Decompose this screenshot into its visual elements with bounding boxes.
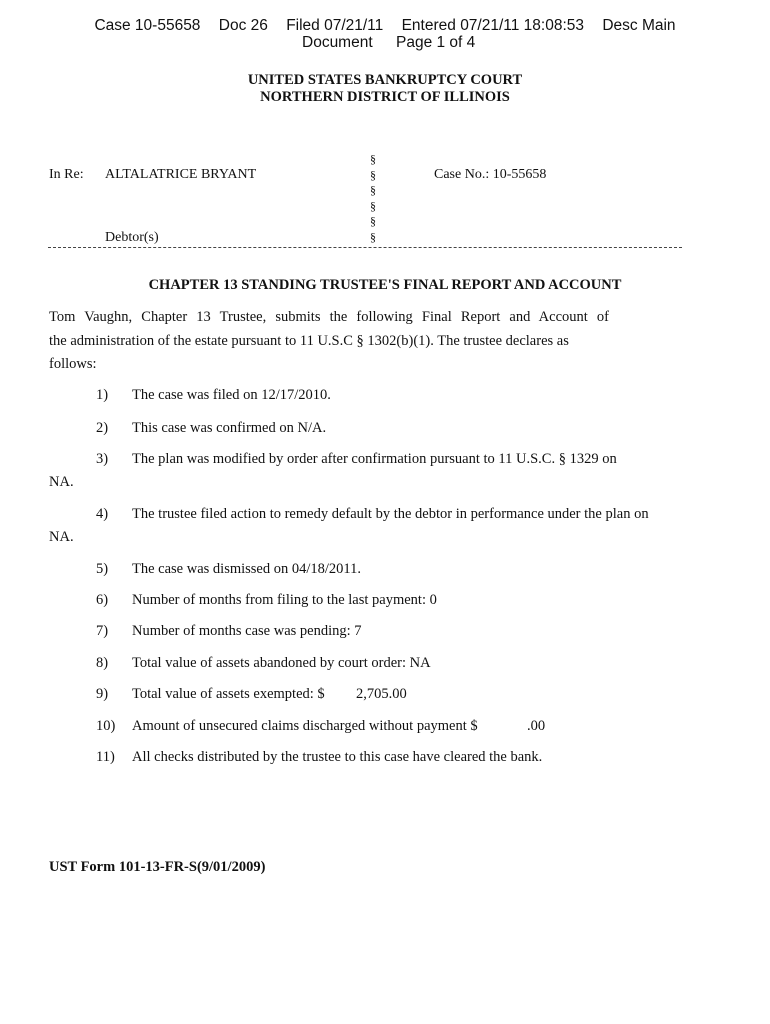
debtor-label: Debtor(s) [105, 230, 159, 245]
item-assets-abandoned: Total value of assets abandoned by court order: NA [132, 655, 431, 671]
intro-line-3: follows: [49, 356, 97, 372]
item-number: 10) [96, 718, 116, 734]
item-number: 4) [96, 506, 109, 522]
in-re-label: In Re: [49, 167, 84, 182]
item-number: 8) [96, 655, 109, 671]
court-heading [0, 72, 770, 106]
item-number: 5) [96, 561, 109, 577]
item-assets-exempted-value: 2,705.00 [356, 686, 407, 702]
item-confirmed: This case was confirmed on N/A. [132, 420, 327, 436]
caption-divider [48, 247, 682, 248]
ecf-desc: Desc Main [602, 17, 676, 34]
intro-line-1: Tom Vaughn, Chapter 13 Trustee, submits the following Final Report and Account of [49, 309, 609, 325]
intro-paragraph [49, 306, 609, 377]
item-number: 3) [96, 451, 109, 467]
court-name: UNITED STATES BANKRUPTCY COURT [247, 72, 523, 88]
ecf-entered-date: Entered 07/21/11 18:08:53 [401, 17, 585, 34]
case-number: Case No.: 10-55658 [434, 167, 547, 182]
item-assets-exempted: Total value of assets exempted: $ [132, 686, 325, 702]
ecf-filed-date: Filed 07/21/11 [286, 17, 384, 34]
item-months-to-last-payment: Number of months from filing to the last payment: 0 [132, 592, 437, 608]
item-unsecured-claims-value: .00 [527, 718, 546, 734]
form-footer: UST Form 101-13-FR-S(9/01/2009) [49, 859, 266, 875]
item-plan-modified-cont: NA. [49, 474, 74, 490]
item-number: 1) [96, 387, 109, 403]
ecf-doc-number: Doc 26 [218, 17, 268, 34]
intro-line-2: the administration of the estate pursuant to 11 U.S.C § 1302(b)(1). The trustee declares as [49, 332, 569, 349]
item-number: 7) [96, 623, 109, 639]
item-plan-modified: The plan was modified by order after confirmation pursuant to 11 U.S.C. § 1329 on [132, 451, 617, 467]
item-remedy-default-cont: NA. [49, 529, 74, 545]
item-filed-date: The case was filed on 12/17/2010. [132, 387, 331, 403]
ecf-page-number: Page 1 of 4 [396, 34, 476, 51]
item-number: 2) [96, 420, 109, 436]
item-remedy-default: The trustee filed action to remedy default by the debtor in performance under the plan on [132, 506, 649, 522]
section-marks: § § § § § § [370, 152, 376, 244]
item-dismissed: The case was dismissed on 04/18/2011. [132, 561, 362, 577]
item-checks-cleared: All checks distributed by the trustee to this case have cleared the bank. [132, 749, 543, 765]
report-title: CHAPTER 13 STANDING TRUSTEE'S FINAL REPORT AND ACCOUNT [148, 277, 622, 293]
ecf-document-label: Document [302, 34, 373, 51]
item-number: 11) [96, 749, 115, 765]
item-number: 6) [96, 592, 109, 608]
item-unsecured-claims: Amount of unsecured claims discharged without payment $ [132, 718, 478, 734]
item-months-pending: Number of months case was pending: 7 [132, 623, 362, 639]
debtor-name: ALTALATRICE BRYANT [105, 167, 257, 182]
ecf-case-number: Case 10-55658 [94, 17, 201, 34]
court-district: NORTHERN DISTRICT OF ILLINOIS [260, 89, 510, 105]
ecf-header [0, 17, 770, 34]
item-number: 9) [96, 686, 109, 702]
